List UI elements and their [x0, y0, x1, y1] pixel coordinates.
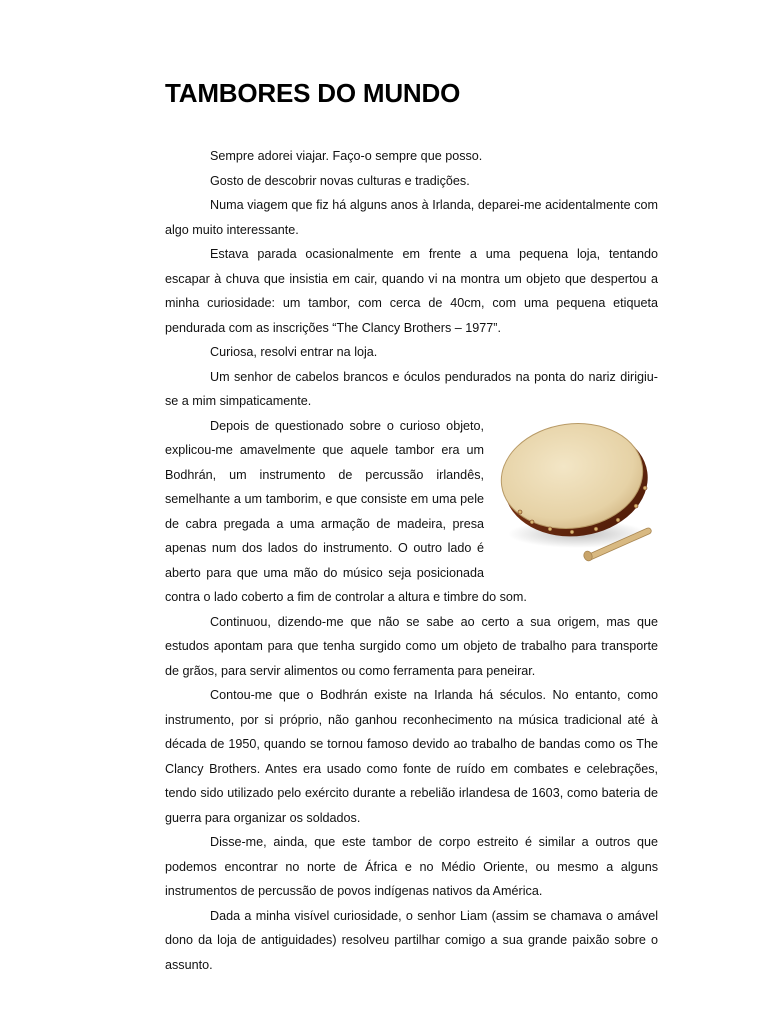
paragraph: Curiosa, resolvi entrar na loja. [210, 345, 378, 359]
paragraph: Gosto de descobrir novas culturas e tradições. [210, 173, 470, 188]
paragraph: Sempre adorei viajar. Faço-o sempre que posso. [210, 149, 483, 163]
paragraph: Numa viagem que fiz há alguns anos à Irlanda, deparei-me acidentalmente com algo muito interessante. [165, 198, 658, 237]
paragraph: Estava parada ocasionalmente em frente a uma pequena loja, tentando escapar à chuva que insistia em cair, quando vi na montra um objeto que despertou a minha curiosidade: um tambor, com cerca de 40cm, com uma pequena etiqueta pendurada com as inscrições “The Clancy Brothers – 1977”. [165, 247, 658, 335]
paragraph: Disse-me, ainda, que este tambor de corpo estreito é similar a outros que podemos encontrar no norte de África e no Médio Oriente, ou mesmo a alguns instrumentos de percussão de povos indígenas nativos da América. [165, 835, 658, 898]
paragraph: Depois de questionado sobre o curioso objeto, explicou-me amavelmente que aquele tambor era um Bodhrán, um instrumento de percussão irlandês, semelhante a um tamborim, e que consiste em uma pele de cabra pregada a uma armação de madeira, presa apenas num dos lados do instrumento. O outro lado é aberto para que uma mão do músico seja posicionada contra o lado coberto a fim de controlar a altura e timbre do som. [165, 418, 527, 604]
document-body [165, 144, 658, 977]
paragraph: Continuou, dizendo-me que não se sabe ao certo a sua origem, mas que estudos apontam para que tenha surgido como um objeto de trabalho para transporte de grãos, para servir alimentos ou como ferramenta para peneirar. [165, 614, 658, 678]
paragraph: Contou-me que o Bodhrán existe na Irlanda há séculos. No entanto, como instrumento, por si próprio, não ganhou reconhecimento na música tradicional até à década de 1950, quando se tornou famoso devido ao trabalho de bandas como os The Clancy Brothers. Antes era usado como fonte de ruído em combates e celebrações, tendo sido utilizado pelo exército durante a rebelião irlandesa de 1603, como bateria de guerra para organizar os soldados. [165, 688, 658, 825]
paragraph: Dada a minha visível curiosidade, o senhor Liam (assim se chamava o amável dono da loja de antiguidades) resolveu partilhar comigo a sua grande paixão sobre o assunto. [165, 908, 658, 972]
bodhran-drum-icon [498, 416, 658, 584]
paragraph: Um senhor de cabelos brancos e óculos pendurados na ponta do nariz dirigiu-se a mim simpaticamente. [165, 369, 658, 408]
page-title: TAMBORES DO MUNDO [165, 78, 461, 108]
